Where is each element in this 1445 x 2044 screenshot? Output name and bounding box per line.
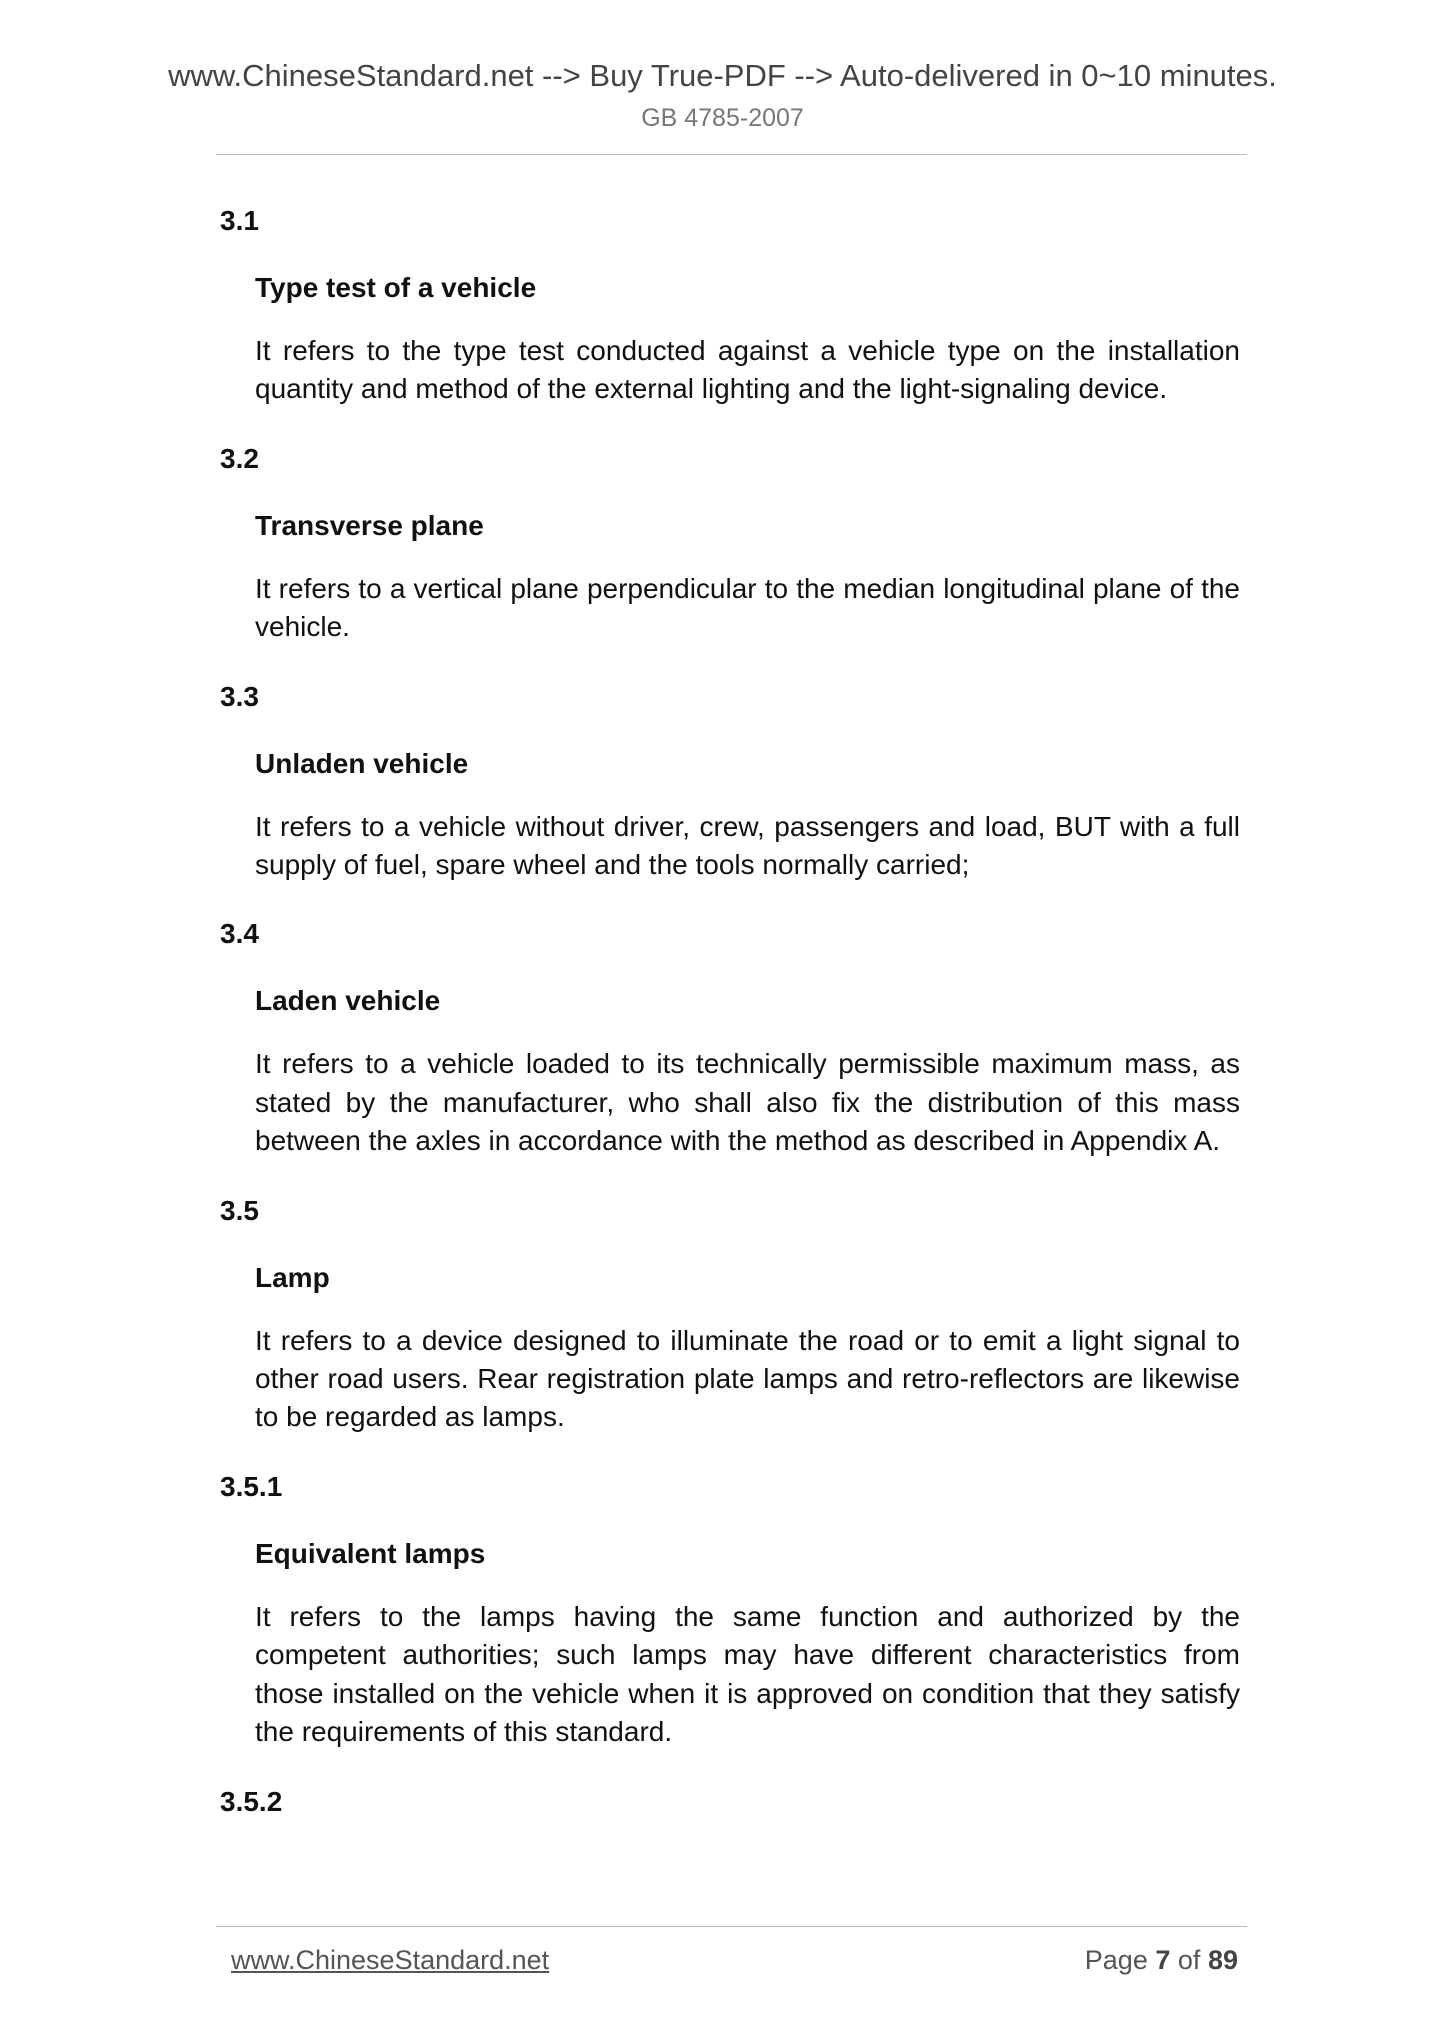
clause-number: 3.5.2 — [220, 1785, 283, 1817]
clause-3-2 — [220, 436, 1240, 647]
term-title: Type test of a vehicle — [255, 272, 537, 303]
term-definition: It refers to the type test conducted against a vehicle type on the installation quantity and method of the external lighting and the light-signaling device. — [255, 335, 1240, 405]
term-title: Laden vehicle — [255, 985, 441, 1017]
clause-number: 3.4 — [220, 918, 259, 950]
term-title: Transverse plane — [255, 509, 484, 541]
clause-number: 3.1 — [220, 205, 259, 236]
term-definition: It refers to a device designed to illuminate the road or to emit a light signal to other road users. Rear registration plate lamps and retro-reflectors are likewise to be regarded as lamps. — [255, 1324, 1240, 1433]
clause-number: 3.2 — [220, 442, 259, 474]
page-current: 7 — [1155, 1945, 1171, 1975]
clause-3-5-1 — [220, 1464, 1240, 1752]
header-divider — [216, 154, 1247, 155]
clause-3-1 — [220, 198, 1240, 409]
term-title: Unladen vehicle — [255, 747, 469, 779]
clause-3-3 — [220, 674, 1240, 885]
clause-3-4 — [220, 911, 1240, 1160]
term-definition: It refers to a vehicle loaded to its technically permissible maximum mass, as stated by the manufacturer, who shall also fix the distribution of this mass between the axles in accordance with the method as described in Appendix A. — [255, 1048, 1240, 1157]
clause-number: 3.3 — [220, 680, 259, 712]
clause-number: 3.5 — [220, 1194, 259, 1226]
term-definition: It refers to the lamps having the same function and authorized by the competent authorities; such lamps may have different characteristics from those installed on the vehicle when it is approved on condition that they satisfy the requirements of this standard. — [255, 1600, 1240, 1748]
page-total: 89 — [1207, 1945, 1238, 1975]
clause-3-5 — [220, 1188, 1240, 1437]
footer-divider — [216, 1926, 1247, 1927]
header-banner: www.ChineseStandard.net --> Buy True-PDF --> Auto-delivered in 0~10 minutes. — [168, 58, 1277, 93]
clause-number: 3.5.1 — [220, 1470, 283, 1502]
page-counter — [1085, 1945, 1238, 1976]
footer-website-link[interactable]: www.ChineseStandard.net — [231, 1945, 550, 1975]
term-title: Lamp — [255, 1261, 330, 1293]
page-of-label: of — [1177, 1945, 1201, 1975]
term-title: Equivalent lamps — [255, 1537, 486, 1569]
clause-3-5-2 — [220, 1779, 1240, 1825]
document-body — [220, 198, 1240, 1846]
term-definition: It refers to a vertical plane perpendicular to the median longitudinal plane of the vehicle. — [255, 572, 1240, 643]
page-label: Page — [1084, 1945, 1148, 1975]
document-code: GB 4785-2007 — [641, 104, 804, 132]
term-definition: It refers to a vehicle without driver, crew, passengers and load, BUT with a full supply of fuel, spare wheel and the tools normally carried; — [255, 810, 1240, 881]
